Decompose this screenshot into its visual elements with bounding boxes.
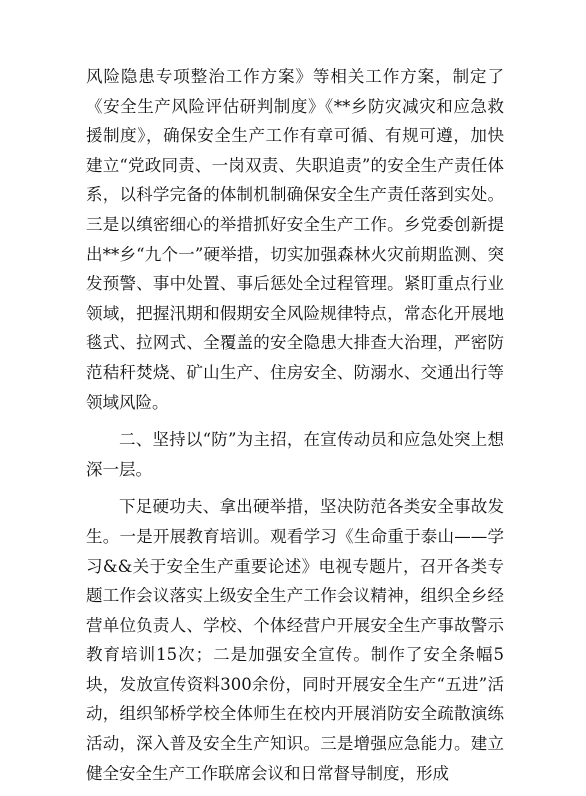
- section-heading-paragraph: 二、坚持以“防”为主招，在宣传动员和应急处突上想深一层。: [86, 430, 504, 479]
- body-paragraph: 下足硬功夫、拿出硬举措，坚决防范各类安全事故发生。一是开展教育培训。观看学习《生命重于泰山——学习&&关于安全生产重要论述》电视专题片，召开各类专题工作会议落实上级安全生产工作会议精神，组织全乡经营单位负责人、学校、个体经营户开展安全生产事故警示教育培训15次；二是加强安全宣传。制作了安全条幅5块，发放宣传资料300余份，同时开展安全生产“五进”活动，组织邹桥学校全体师生在校内开展消防安全疏散演练活动，深入普及安全生产知识。三是增强应急能力。建立健全安全生产工作联席会议和日常督导制度，形成: [86, 497, 504, 783]
- body-paragraph-continued: 风险隐患专项整治工作方案》等相关工作方案，制定了《安全生产风险评估研判制度》《**乡防灾减灾和应急救援制度》，确保安全生产工作有章可循、有规可遵，加快建立“党政同责、一岗双责、失职追责”的安全生产责任体系，以科学完备的体制机制确保安全生产责任落到实处。三是以缜密细心的举措抓好安全生产工作。乡党委创新提出**乡“九个一”硬举措，切实加强森林火灾前期监测、突发预警、事中处置、事后惩处全过程管理。紧盯重点行业领域，把握汛期和假期安全风险规律特点，常态化开展地毯式、拉网式、全覆盖的安全隐患大排查大治理，严密防范秸秆焚烧、矿山生产、住房安全、防溺水、交通出行等领域风险。: [86, 67, 504, 412]
- document-body: [86, 62, 504, 796]
